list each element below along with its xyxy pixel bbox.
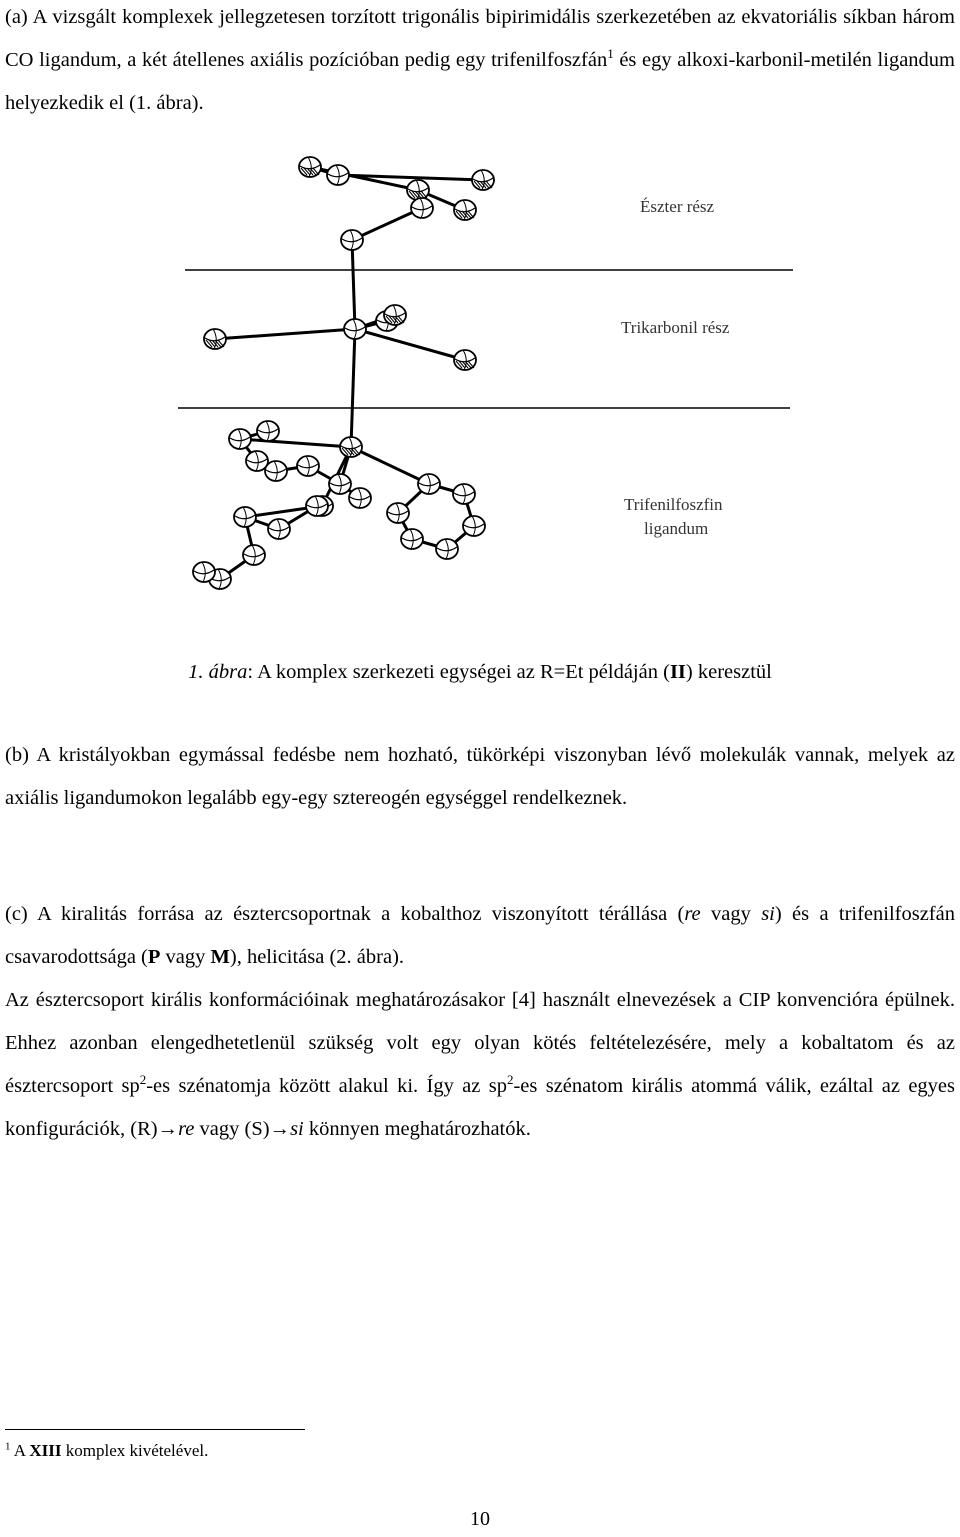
bond-13 xyxy=(240,439,351,447)
paragraph-d-text-3: -es szénatom királis atommá válik, ezáltal az egyes konfigurációk, (R) xyxy=(5,1075,955,1140)
paragraph-c-text-4: vagy xyxy=(160,946,211,968)
paragraph-d-sup-1: 2 xyxy=(139,1072,147,1088)
paragraph-b: (b) A kristályokban egymással fedésbe nem hozható, tükörképi viszonyban lévő molekulák vannak, melyek az axiális ligandumokon legalább egy-egy sztereogén egységgel rendelkeznek. xyxy=(5,744,955,809)
figure-molecular-structure xyxy=(155,132,800,627)
paragraph-a-text-1: (a) A vizsgált komplexek jellegzetesen torzított trigonális bipirimidális szerkezetében az ekvatoriális síkban három CO ligandum, a két átellenes axiális pozícióban pedig egy trifenilfoszfán xyxy=(5,6,955,71)
paragraph-c-re: re xyxy=(684,903,701,925)
atom-e4 xyxy=(407,180,429,200)
footnote xyxy=(5,1438,208,1464)
figure-caption xyxy=(0,658,960,686)
atom-b3 xyxy=(243,545,265,565)
paragraph-d-text-2: -es szénatomja között alakul ki. Így az sp xyxy=(146,1075,507,1097)
atom-h2 xyxy=(453,484,475,504)
label-phosphine-line1: Trifenilfoszfin xyxy=(624,495,723,514)
paragraph-d-si: si xyxy=(290,1118,304,1140)
paragraph-c-text-5: ), helicitása (2. ábra). xyxy=(229,946,405,968)
label-ester-part: Észter rész xyxy=(640,197,715,216)
paragraph-a xyxy=(5,0,955,125)
paragraph-c-text-3: ) és a trifenilfoszfán csavarodottsága ( xyxy=(5,903,955,968)
footnote-compound-number: XIII xyxy=(29,1441,62,1460)
atom-e3 xyxy=(472,170,494,190)
bond-11 xyxy=(355,329,465,360)
caption-compound-number: II xyxy=(669,661,686,683)
atom-a4 xyxy=(265,461,287,481)
bond-8 xyxy=(215,329,355,339)
atom-b5 xyxy=(193,562,215,582)
atom-c4 xyxy=(454,350,476,370)
bond-12 xyxy=(351,329,355,447)
paragraph-c xyxy=(5,893,955,979)
atom-h3 xyxy=(463,516,485,536)
paragraph-d-text-5: könnyen meghatározhatók. xyxy=(303,1118,531,1140)
atom-a1 xyxy=(229,429,251,449)
atom-b2 xyxy=(268,519,290,539)
footnote-text-2: komplex kivételével. xyxy=(61,1441,209,1460)
label-phosphine-line2: ligandum xyxy=(644,519,709,538)
footnote-mark: 1 xyxy=(5,1440,11,1453)
atom-e7 xyxy=(341,230,363,250)
paragraph-d xyxy=(5,979,955,1151)
paragraph-c-text-1: (c) A kiralitás forrása az észtercsoportnak a kobalthoz viszonyított térállása ( xyxy=(5,903,685,925)
paragraph-c-si: si xyxy=(761,903,775,925)
page-number: 10 xyxy=(470,1508,490,1530)
paragraph-c-P: P xyxy=(147,946,161,968)
paragraph-c-M: M xyxy=(210,946,230,968)
bond-7 xyxy=(352,240,355,329)
atom-co xyxy=(344,319,366,339)
arrow-icon: → xyxy=(269,1118,291,1140)
paragraph-c-text-2: vagy xyxy=(700,903,762,925)
atom-h5 xyxy=(401,529,423,549)
footnote-reference[interactable]: 1 xyxy=(607,46,614,62)
paragraph-d-text-1: Az észtercsoport királis konformációinak meghatározásakor [4] használt elnevezések a CIP konvencióra épülnek. Ehhez azonban elengedhetetlenül szükség volt egy olyan kötés feltételezésére, mely a kobaltatom és az észtercsoport sp xyxy=(5,989,955,1097)
atom-a9 xyxy=(306,496,328,516)
label-tricarbonyl-part: Trikarbonil rész xyxy=(621,318,730,337)
paragraph-a-text-2: és egy alkoxi-karbonil-metilén ligandum helyezkedik el (1. ábra). xyxy=(5,49,955,114)
caption-text-2: ) keresztül xyxy=(685,661,772,683)
atom-c1 xyxy=(204,329,226,349)
arrow-icon: → xyxy=(157,1118,179,1140)
atom-a2 xyxy=(257,421,279,441)
atom-h1 xyxy=(418,474,440,494)
atom-e5 xyxy=(454,200,476,220)
atom-e1 xyxy=(299,157,321,177)
footnote-text-1: A xyxy=(10,1441,30,1460)
atom-h4 xyxy=(436,539,458,559)
atom-e6 xyxy=(411,198,433,218)
caption-text-1: : A komplex szerkezeti egységei az R=Et példáján ( xyxy=(247,661,670,683)
bond-21 xyxy=(351,447,429,484)
footnote-separator xyxy=(5,1429,305,1430)
atom-p xyxy=(340,437,362,457)
atom-c3 xyxy=(384,305,406,325)
atom-b1 xyxy=(234,507,256,527)
atom-e2 xyxy=(327,165,349,185)
paragraph-d-sup-2: 2 xyxy=(506,1072,514,1088)
atom-a7 xyxy=(349,488,371,508)
atom-h6 xyxy=(387,503,409,523)
paragraph-d-text-4: vagy (S) xyxy=(194,1118,270,1140)
caption-prefix: 1. ábra xyxy=(188,661,248,683)
atom-ellipsoids xyxy=(193,157,494,589)
atom-a5 xyxy=(297,456,319,476)
paragraph-d-re: re xyxy=(178,1118,195,1140)
atom-a6 xyxy=(329,474,351,494)
